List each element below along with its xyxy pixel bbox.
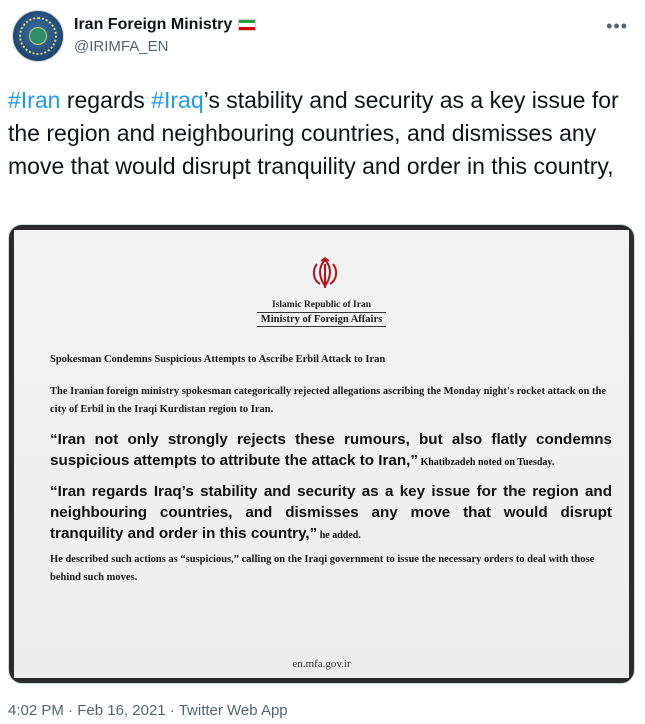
ministry-label: Ministry of Foreign Affairs xyxy=(257,312,386,327)
tweet-text xyxy=(8,84,633,183)
avatar[interactable] xyxy=(12,10,64,62)
meta-separator: · xyxy=(63,702,78,719)
tweet-text-segment: regards xyxy=(60,87,152,113)
document-paragraph-2: He described such actions as “suspicious,” calling on the Iraqi government to issue the necessary orders to deal with those behind such moves. xyxy=(50,554,595,583)
tweet-text-segment: ’s stability and security as a key issue for the region and neighbouring countries, and dismisses any move that would disrupt tranquility and order in this country, xyxy=(8,87,626,179)
flag-stripe-red xyxy=(239,27,255,30)
document-quote-1 xyxy=(50,429,612,473)
press-release-document xyxy=(14,230,629,678)
tweet-header xyxy=(12,10,632,60)
quote-2-text: “Iran regards Iraq’s stability and security as a key issue for the region and neighbouring countries, and dismisses any move that would disrupt tranquility and order in this country,” xyxy=(50,483,612,542)
quote-1-text: “Iran not only strongly rejects these rumours, but also flatly condemns suspicious attempts to attribute the attack to Iran,” xyxy=(50,431,612,469)
document-quote-2 xyxy=(50,481,612,546)
tweet-media-image[interactable] xyxy=(8,224,635,684)
tweet-time[interactable]: 4:02 PM xyxy=(8,702,64,719)
hashtag-iraq[interactable]: #Iraq xyxy=(151,87,204,113)
user-handle[interactable]: @IRIMFA_EN xyxy=(74,38,169,55)
quote-2-attribution: he added. xyxy=(317,530,361,541)
document-url: en.mfa.gov.ir xyxy=(292,658,351,670)
name-row[interactable] xyxy=(74,14,256,36)
tweet-source[interactable]: Twitter Web App xyxy=(178,702,288,719)
more-options-icon[interactable]: ••• xyxy=(606,16,628,36)
document-title: Spokesman Condemns Suspicious Attempts to Ascribe Erbil Attack to Iran xyxy=(50,354,386,365)
tweet-date[interactable]: Feb 16, 2021 xyxy=(77,702,166,719)
hashtag-iran[interactable]: #Iran xyxy=(8,87,61,113)
quote-1-attribution: Khatibzadeh noted on Tuesday. xyxy=(417,457,555,468)
avatar-emblem xyxy=(29,27,47,45)
meta-separator: · xyxy=(165,702,179,719)
iran-emblem-icon xyxy=(308,256,342,290)
display-name[interactable]: Iran Foreign Ministry xyxy=(74,16,233,33)
document-paragraph-1: The Iranian foreign ministry spokesman categorically rejected allegations ascribing the Monday night's rocket attack on the city of Erbil in the Iraqi Kurdistan region to Iran. xyxy=(50,386,606,415)
document-government-name: Islamic Republic of Iran xyxy=(272,300,371,310)
iran-flag-icon xyxy=(238,19,256,31)
tweet-meta xyxy=(8,702,288,719)
document-ministry-name xyxy=(14,314,629,325)
